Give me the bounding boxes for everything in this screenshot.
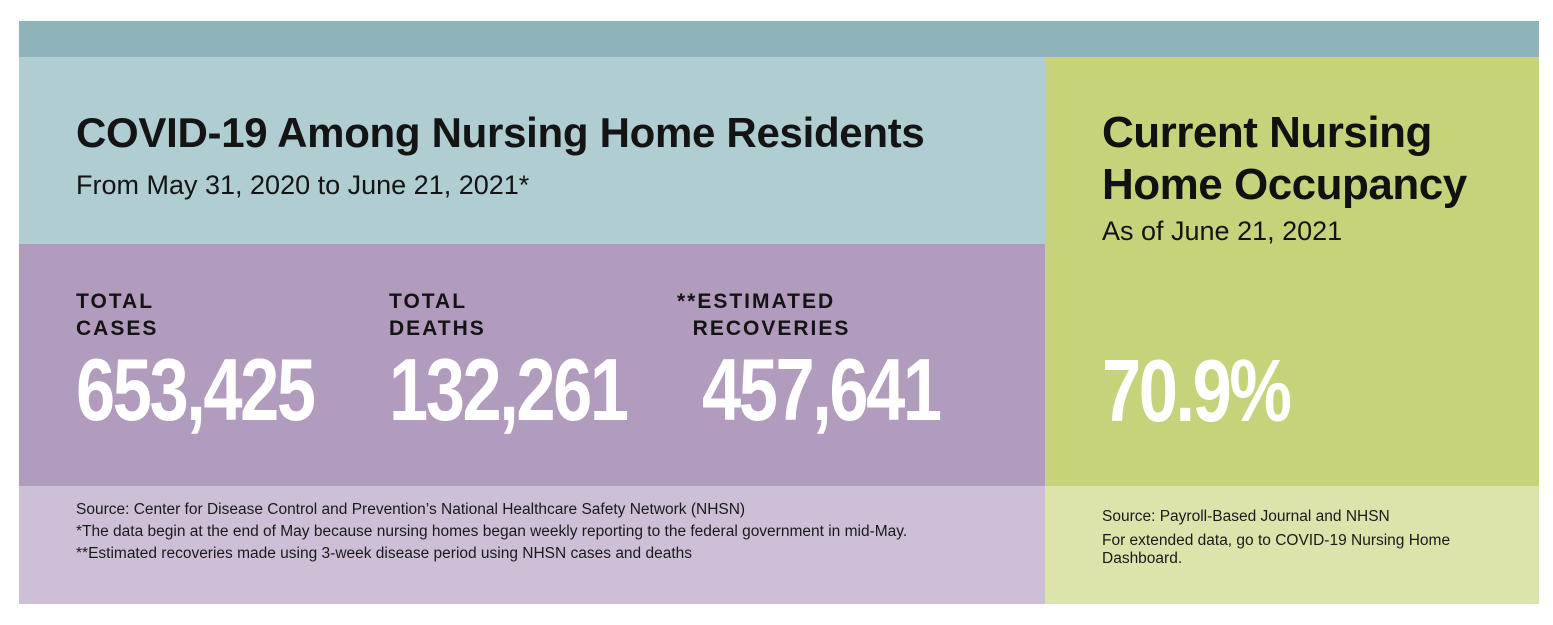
stat-value: 653,425 xyxy=(76,340,314,439)
stat-value: 132,261 xyxy=(389,340,627,439)
covid-footnotes-panel xyxy=(19,486,1045,604)
infographic xyxy=(19,21,1539,604)
stat-total-cases xyxy=(76,288,373,439)
stat-label: TOTAL CASES xyxy=(76,290,159,340)
occupancy-footnotes-panel xyxy=(1045,486,1539,604)
stat-estimated-recoveries xyxy=(677,288,999,439)
stat-value: 457,641 xyxy=(702,340,940,439)
occupancy-extended-data-note: For extended data, go to COVID-19 Nursing Home Dashboard. xyxy=(1102,532,1451,567)
covid-header-panel xyxy=(19,57,1045,244)
covid-footnote-1: *The data begin at the end of May because nursing homes began weekly reporting to the federal government in mid-May. xyxy=(76,523,908,540)
occupancy-panel xyxy=(1045,57,1539,486)
occupancy-title: Current Nursing Home Occupancy xyxy=(1102,108,1467,209)
stat-label: TOTAL DEATHS xyxy=(389,290,486,340)
top-banner-bar xyxy=(19,21,1539,57)
occupancy-value: 70.9% xyxy=(1102,341,1290,440)
occupancy-date: As of June 21, 2021 xyxy=(1102,216,1343,246)
covid-date-range: From May 31, 2020 to June 21, 2021* xyxy=(76,170,530,200)
covid-source-note: Source: Center for Disease Control and Prevention’s National Healthcare Safety Network (NHSN) xyxy=(76,501,746,518)
stat-total-deaths xyxy=(389,288,686,439)
stat-label: **ESTIMATED RECOVERIES xyxy=(677,290,851,340)
covid-stats-panel xyxy=(19,244,1045,486)
occupancy-source-note: Source: Payroll-Based Journal and NHSN xyxy=(1102,508,1390,525)
covid-footnote-2: **Estimated recoveries made using 3-week disease period using NHSN cases and deaths xyxy=(76,545,693,562)
covid-title: COVID-19 Among Nursing Home Residents xyxy=(76,109,925,156)
